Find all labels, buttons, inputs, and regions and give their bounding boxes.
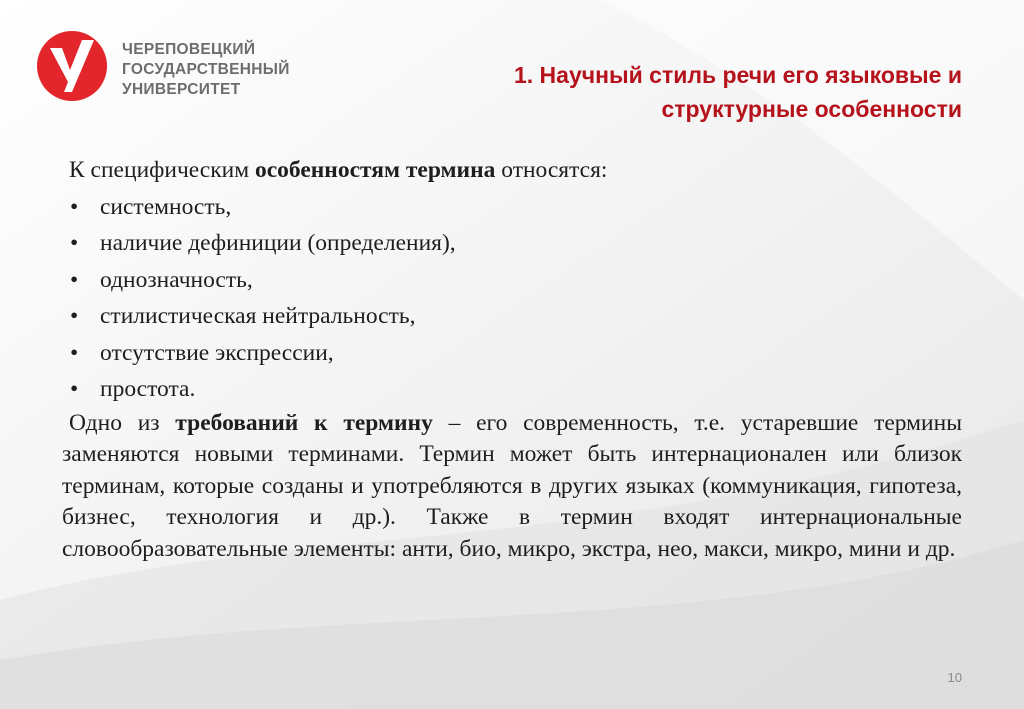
- intro-text-before: К специфическим: [69, 157, 255, 183]
- list-item: [62, 371, 962, 408]
- list-item-text: стилистическая нейтральность,: [100, 303, 416, 329]
- bullet-icon: •: [70, 303, 79, 329]
- list-item-text: простота.: [100, 376, 196, 402]
- paragraph-text-before: Одно из: [69, 409, 176, 436]
- slide-content: [62, 152, 962, 565]
- slide-title: [514, 58, 962, 126]
- list-item: [62, 189, 962, 226]
- bullet-icon: •: [70, 376, 79, 402]
- paragraph-text-after: – его современность, т.е. устаревшие термины заменяются новыми терминами. Термин может быть интернационален или близок терминам, которые созданы и употребляются в других языках (коммуникация, гипотеза, бизнес, технология и др.). Также в термин входят интернациональные словообразовательные элементы: анти, био, микро, экстра, нео, макси, микро, мини и др.: [62, 409, 962, 562]
- page-number: 10: [947, 670, 962, 685]
- list-item: [62, 298, 962, 335]
- list-item-text: однозначность,: [100, 266, 253, 293]
- university-name: [122, 40, 290, 100]
- intro-line: [62, 152, 962, 189]
- bullet-icon: •: [70, 266, 79, 293]
- list-item-text: наличие дефиниции (определения),: [100, 230, 456, 256]
- university-name-line-3: УНИВЕРСИТЕТ: [122, 81, 241, 98]
- bullet-icon: •: [70, 193, 79, 220]
- intro-text-bold: особенностям термина: [254, 157, 496, 183]
- list-item: [62, 262, 962, 299]
- slide-title-line-1: 1. Научный стиль речи его языковые и: [513, 62, 962, 88]
- bullet-icon: •: [70, 230, 79, 256]
- intro-text-after: относятся:: [495, 157, 608, 183]
- list-item-text: отсутствие экспрессии,: [100, 339, 334, 366]
- list-item: [62, 225, 962, 262]
- list-item-text: системность,: [100, 193, 232, 220]
- slide-title-line-2: структурные особенности: [661, 96, 962, 122]
- feature-list: [62, 189, 962, 408]
- bullet-icon: •: [70, 339, 79, 366]
- paragraph-text-bold: требований к термину: [175, 409, 433, 436]
- university-name-line-2: ГОСУДАРСТВЕННЫЙ: [122, 61, 290, 78]
- university-name-line-1: ЧЕРЕПОВЕЦКИЙ: [122, 41, 256, 58]
- list-item: [62, 335, 962, 372]
- body-paragraph: [62, 408, 962, 566]
- university-logo-icon: [36, 30, 108, 102]
